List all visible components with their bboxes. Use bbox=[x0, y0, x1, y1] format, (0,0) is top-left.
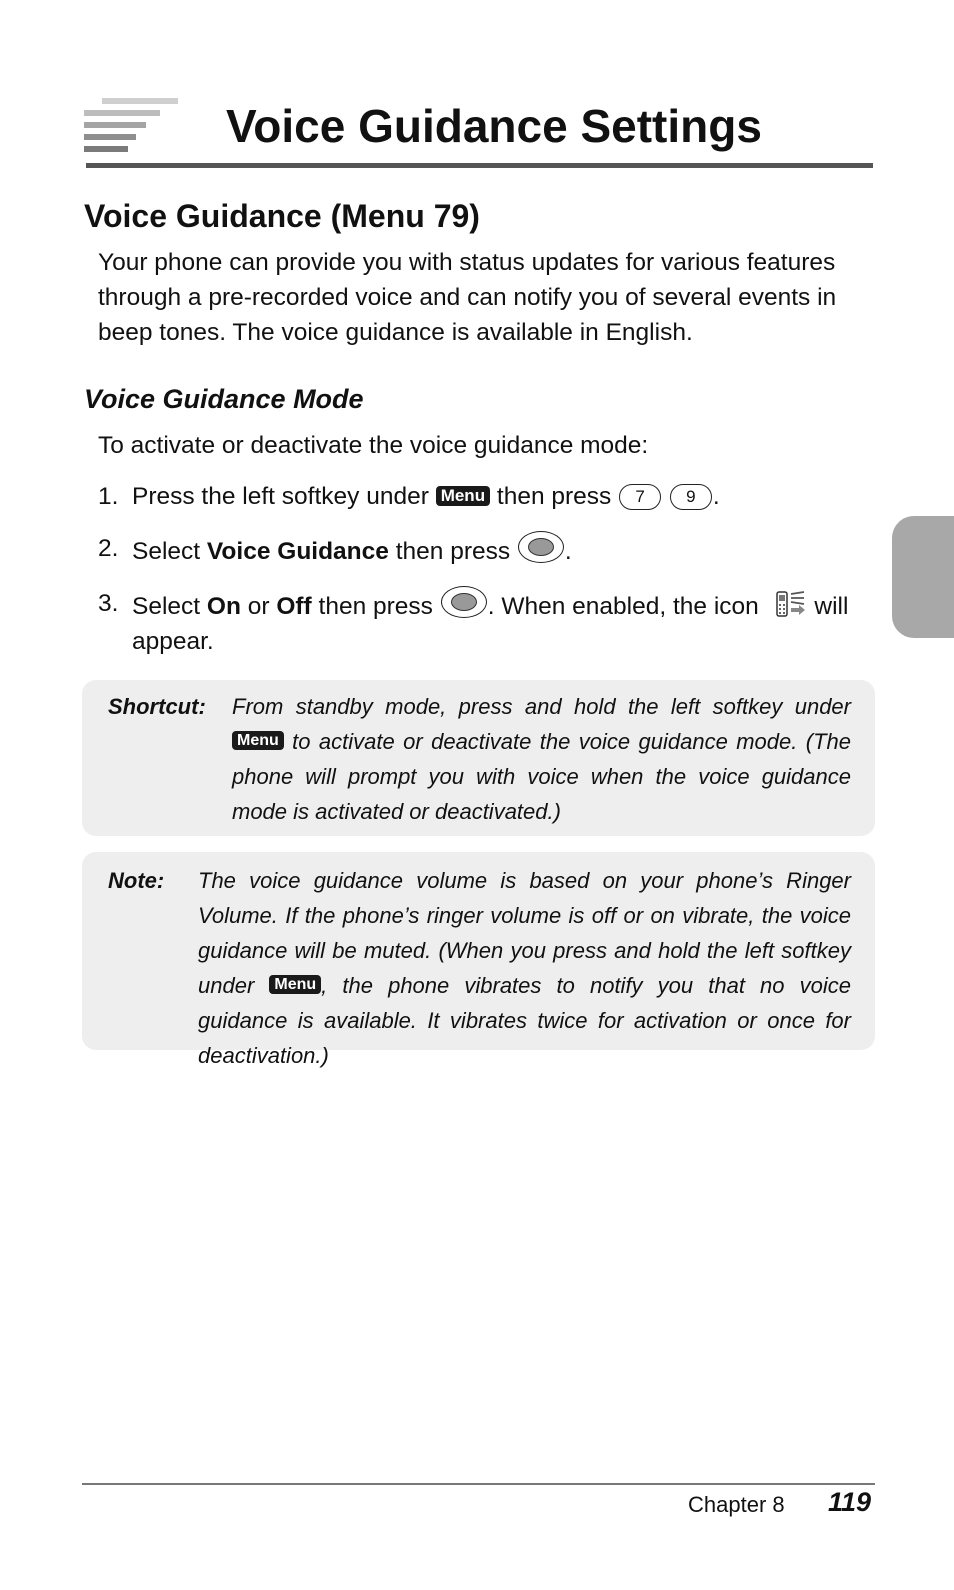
menu-key-icon: Menu bbox=[232, 731, 284, 750]
step-number: 3. bbox=[98, 590, 119, 617]
shortcut-label: Shortcut: bbox=[108, 694, 206, 719]
steps-lead: To activate or deactivate the voice guidance mode: bbox=[98, 432, 649, 459]
shortcut-box bbox=[82, 680, 875, 836]
intro-paragraph: Your phone can provide you with status updates for various features through a pre-recorded voice and can notify you of several events in beep tones. The voice guidance is available in English. bbox=[98, 249, 837, 346]
footer-rule bbox=[82, 1483, 875, 1485]
chapter-label: Chapter 8 bbox=[688, 1492, 785, 1517]
ok-key-icon bbox=[441, 586, 487, 618]
subsection-title: Voice Guidance Mode bbox=[84, 384, 364, 414]
key-7-icon: 7 bbox=[619, 484, 661, 510]
note-box bbox=[82, 852, 875, 1068]
menu-key-icon: Menu bbox=[436, 486, 490, 506]
menu-key-icon: Menu bbox=[269, 975, 321, 994]
chapter-side-tab bbox=[892, 516, 954, 638]
step-1: 1. Press the left softkey under Menu then press 7 9 . bbox=[98, 479, 868, 514]
page-number: 119 bbox=[828, 1487, 872, 1517]
note-label: Note: bbox=[108, 868, 165, 893]
header-stripes-graphic bbox=[84, 98, 178, 156]
step-number: 1. bbox=[98, 483, 119, 510]
step-number: 2. bbox=[98, 535, 119, 562]
steps-list bbox=[98, 479, 868, 676]
header-rule bbox=[86, 163, 873, 168]
key-9-icon: 9 bbox=[670, 484, 712, 510]
voice-guidance-status-icon bbox=[774, 590, 808, 618]
step-2: 2. Select Voice Guidance then press . bbox=[98, 531, 868, 569]
shortcut-text: From standby mode, press and hold the left softkey under Menu to activate or deactivate the voice guidance mode. (The phone will prompt you with voice when the voice guidance mode is activated or deactivated.) bbox=[232, 694, 851, 824]
section-title: Voice Guidance (Menu 79) bbox=[84, 198, 480, 234]
note-text: The voice guidance volume is based on your phone’s Ringer Volume. If the phone’s ringer volume is off or on vibrate, the voice guidance will be muted. (When you press and hold the left softkey under Menu , the phone vibrates to notify you that no voice guidance is available. It vibrates twice for activation or once for deactivation.) bbox=[198, 868, 851, 1068]
step-3: 3. Select On or Off then press . When enabled, the icon will appear. bbox=[98, 586, 868, 659]
page-title: Voice Guidance Settings bbox=[226, 100, 762, 152]
ok-key-icon bbox=[518, 531, 564, 563]
